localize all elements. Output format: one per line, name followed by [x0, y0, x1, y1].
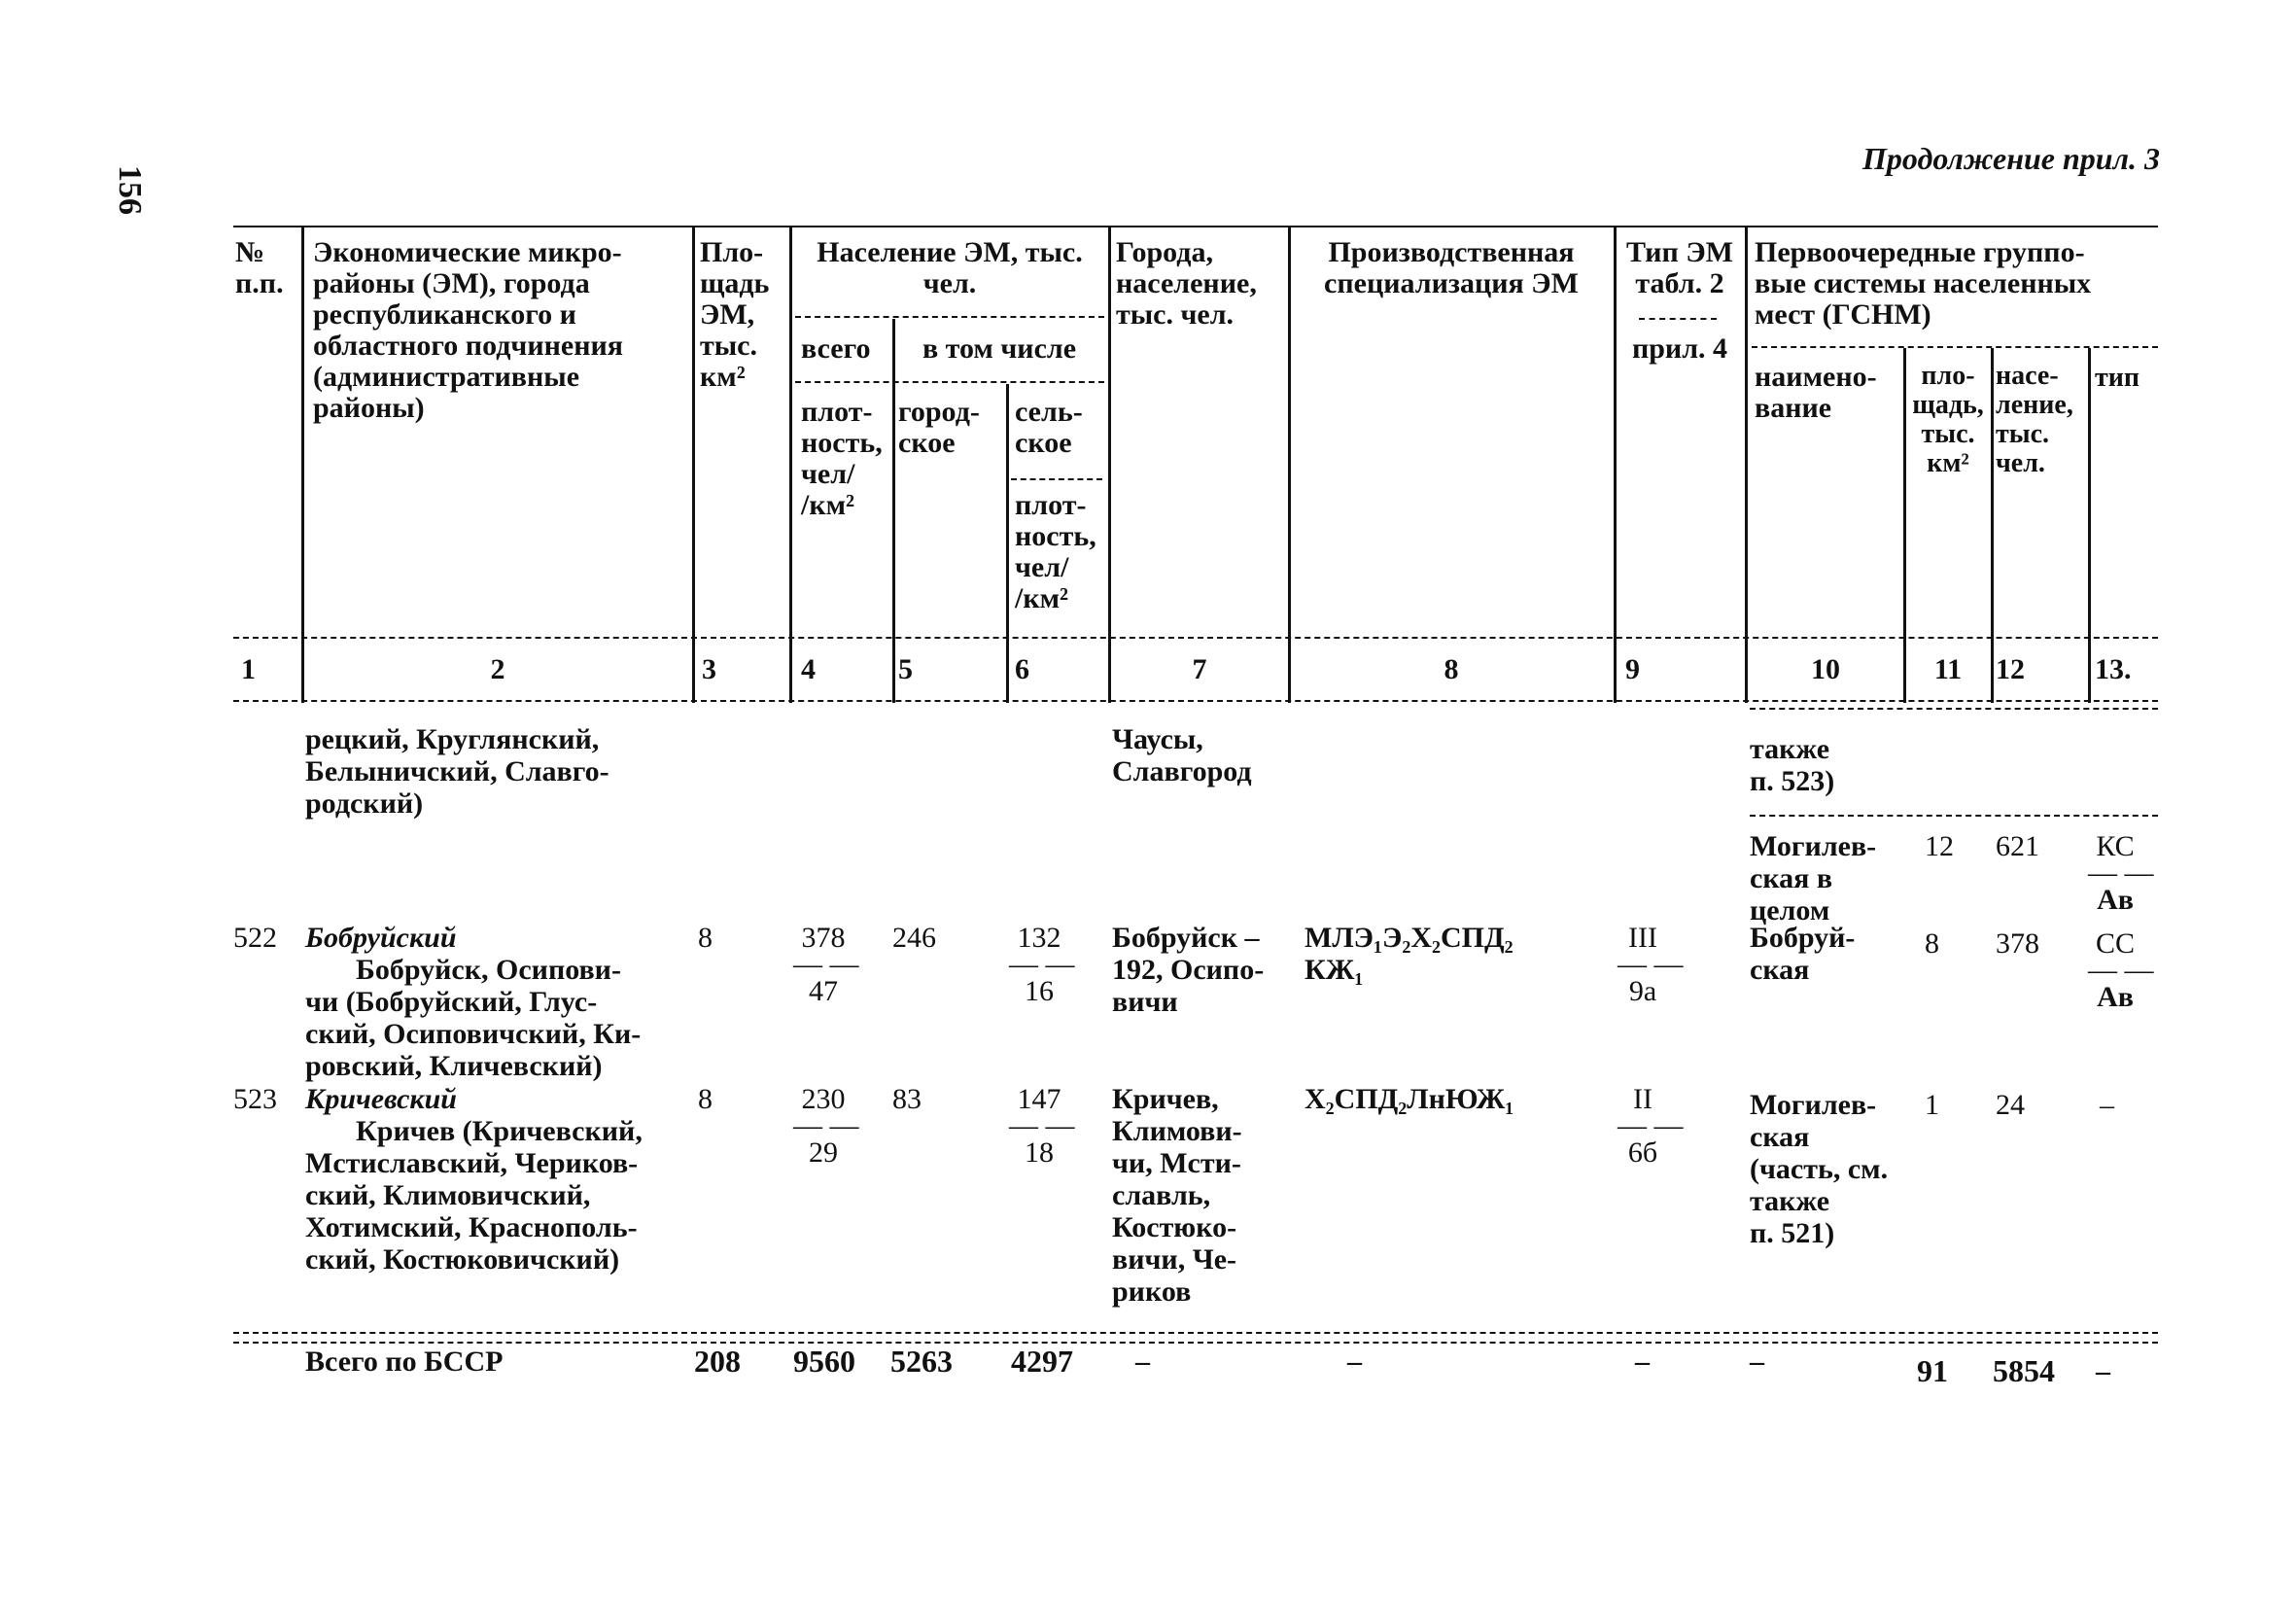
- col-number: 5: [898, 653, 913, 685]
- cont-row-gsnm: также п. 523): [1750, 733, 1835, 797]
- header-col-7: Города, население, тыс. чел.: [1116, 236, 1257, 331]
- mogilev-gsnm-type: КС — — Ав: [2088, 830, 2154, 916]
- cities: Кричев, Климови- чи, Мсти- славль, Костюко- вичи, Че- риков: [1112, 1083, 1242, 1308]
- total-label: Всего по БССР: [305, 1346, 504, 1378]
- total-population: 9560: [793, 1344, 855, 1379]
- col-number: 2: [490, 653, 505, 685]
- total-rule-1: [233, 1332, 2158, 1334]
- cities: Бобруйск – 192, Осипо- вичи: [1112, 922, 1265, 1018]
- population-total: 378 — — 47: [793, 922, 859, 1007]
- c9-rule: [1639, 318, 1717, 320]
- em-type: II — — 6б: [1618, 1083, 1684, 1169]
- header-gsnm-title: Первоочередные группо- вые системы населенных мест (ГСНМ): [1755, 236, 2092, 331]
- vsep-9: [1745, 227, 1748, 703]
- col-number: 10: [1811, 653, 1840, 685]
- header-col-13: тип: [2095, 363, 2140, 393]
- vsep-5: [1006, 384, 1009, 703]
- vsep-7: [1288, 227, 1291, 703]
- page-number: 156: [112, 165, 148, 215]
- population-rural: 132 — — 16: [1009, 922, 1075, 1007]
- header-population-title: Население ЭМ, тыс. чел.: [817, 236, 1083, 299]
- total-gsnm-population: 5854: [1993, 1353, 2055, 1388]
- gsnm-area: 1: [1925, 1089, 1939, 1121]
- vsep-8: [1614, 227, 1617, 703]
- area-value: 8: [698, 922, 713, 954]
- total-gsnm-type: –: [2096, 1355, 2110, 1387]
- header-col-9: Тип ЭМ табл. 2: [1626, 236, 1733, 299]
- gsnm-title-rule: [1752, 346, 2158, 348]
- total-rural: 4297: [1011, 1344, 1073, 1379]
- specialization: МЛЭ₁Э₂Х₂СПД₂ КЖ₁: [1305, 922, 1513, 986]
- header-v-tom-chisle: в том числе: [922, 332, 1077, 365]
- gsnm-area: 8: [1925, 927, 1939, 960]
- gsnm-divider-rule: [1750, 815, 2158, 817]
- col-number: 7: [1192, 653, 1207, 685]
- header-col-1: № п.п.: [235, 236, 284, 299]
- vsep-2: [692, 227, 695, 703]
- mogilev-gsnm-population: 621: [1996, 830, 2039, 862]
- total-cities: –: [1135, 1346, 1150, 1378]
- c6-density-rule: [1011, 478, 1102, 480]
- population-rural: 147 — — 18: [1009, 1083, 1075, 1169]
- header-col-4: плот- ность, чел/ /км²: [801, 396, 883, 521]
- gsnm-type: –: [2100, 1089, 2114, 1121]
- pop-sub-rule: [795, 381, 1104, 383]
- cont-row-rule: [1750, 708, 2158, 710]
- microdistrict-name: Бобруйский: [305, 922, 457, 954]
- total-urban: 5263: [890, 1344, 953, 1379]
- row-number: 523: [233, 1083, 277, 1115]
- em-type: III — — 9а: [1618, 922, 1684, 1007]
- total-rule-2: [233, 1342, 2158, 1344]
- col-number: 3: [702, 653, 716, 685]
- pop-title-rule: [795, 316, 1104, 318]
- vsep-3: [789, 227, 792, 703]
- header-vsego: всего: [801, 332, 871, 365]
- top-rule: [233, 226, 2158, 227]
- header-col-6-density: плот- ность, чел/ /км²: [1015, 489, 1096, 614]
- header-col-8: Производственная специализация ЭМ: [1324, 236, 1579, 299]
- vsep-10: [1903, 348, 1906, 703]
- gsnm-population: 24: [1996, 1089, 2025, 1121]
- header-col-11: пло- щадь, тыс. км²: [1912, 361, 1984, 478]
- continuation-caption: Продолжение прил. 3: [1862, 141, 2160, 176]
- total-em-type: –: [1635, 1346, 1650, 1378]
- col-number: 11: [1933, 653, 1963, 685]
- mogilev-gsnm-area: 12: [1925, 830, 1954, 862]
- population-total: 230 — — 29: [793, 1083, 859, 1169]
- vsep-4: [892, 319, 895, 703]
- vsep-1: [301, 227, 304, 703]
- vsep-6: [1108, 227, 1111, 703]
- gsnm-name: Бобруй- ская: [1750, 922, 1856, 986]
- cont-row-districts: рецкий, Круглянский, Белыничский, Славго- родский): [305, 723, 609, 820]
- microdistrict-name: Кричевский: [305, 1083, 457, 1115]
- header-col-12: насе- ление, тыс. чел.: [1996, 361, 2073, 478]
- vsep-12: [2088, 348, 2091, 703]
- numbers-row-rule: [233, 637, 2158, 639]
- microdistrict-description: Бобруйск, Осипови- чи (Бобруйский, Глус- ский, Осиповичский, Ки- ровский, Кличевский): [305, 954, 642, 1082]
- gsnm-type: СС — — Ав: [2088, 927, 2154, 1013]
- header-bottom-rule: [233, 700, 2158, 702]
- gsnm-population: 378: [1996, 927, 2039, 960]
- header-col-5: город- ское: [898, 396, 980, 459]
- col-number: 9: [1625, 653, 1640, 685]
- total-area: 208: [694, 1344, 741, 1379]
- header-col-6-rural: сель- ское: [1015, 396, 1083, 459]
- specialization: Х₂СПД₂ЛнЮЖ₁: [1305, 1083, 1514, 1115]
- microdistrict-description: Кричев (Кричевский, Мстиславский, Чериков- ский, Климовичский, Хотимский, Краснополь- ский, Костюковичский): [305, 1115, 643, 1276]
- total-gsnm-area: 91: [1917, 1353, 1948, 1388]
- total-gsnm-name: –: [1750, 1346, 1764, 1378]
- col-number: 4: [801, 653, 816, 685]
- col-number: 6: [1015, 653, 1029, 685]
- row-number: 522: [233, 922, 277, 954]
- header-col-2: Экономические микро- районы (ЭМ), города республиканского и областного подчинения (административные районы): [313, 236, 623, 424]
- col-number: 8: [1444, 653, 1459, 685]
- header-col-10: наимено- вание: [1755, 361, 1877, 424]
- header-col-9-appendix: прил. 4: [1631, 332, 1728, 365]
- gsnm-name: Могилев- ская (часть, см. также п. 521): [1750, 1089, 1889, 1249]
- col-number: 12: [1996, 653, 2025, 685]
- col-number: 1: [241, 653, 256, 685]
- col-number: 13.: [2095, 653, 2132, 685]
- mogilev-gsnm-name: Могилев- ская в целом: [1750, 830, 1877, 926]
- population-urban: 83: [892, 1083, 922, 1115]
- vsep-11: [1991, 348, 1994, 703]
- cont-row-cities: Чаусы, Славгород: [1112, 723, 1252, 787]
- area-value: 8: [698, 1083, 713, 1115]
- header-col-3: Пло- щадь ЭМ, тыс. км²: [700, 236, 770, 393]
- total-specialization: –: [1347, 1346, 1362, 1378]
- population-urban: 246: [892, 922, 936, 954]
